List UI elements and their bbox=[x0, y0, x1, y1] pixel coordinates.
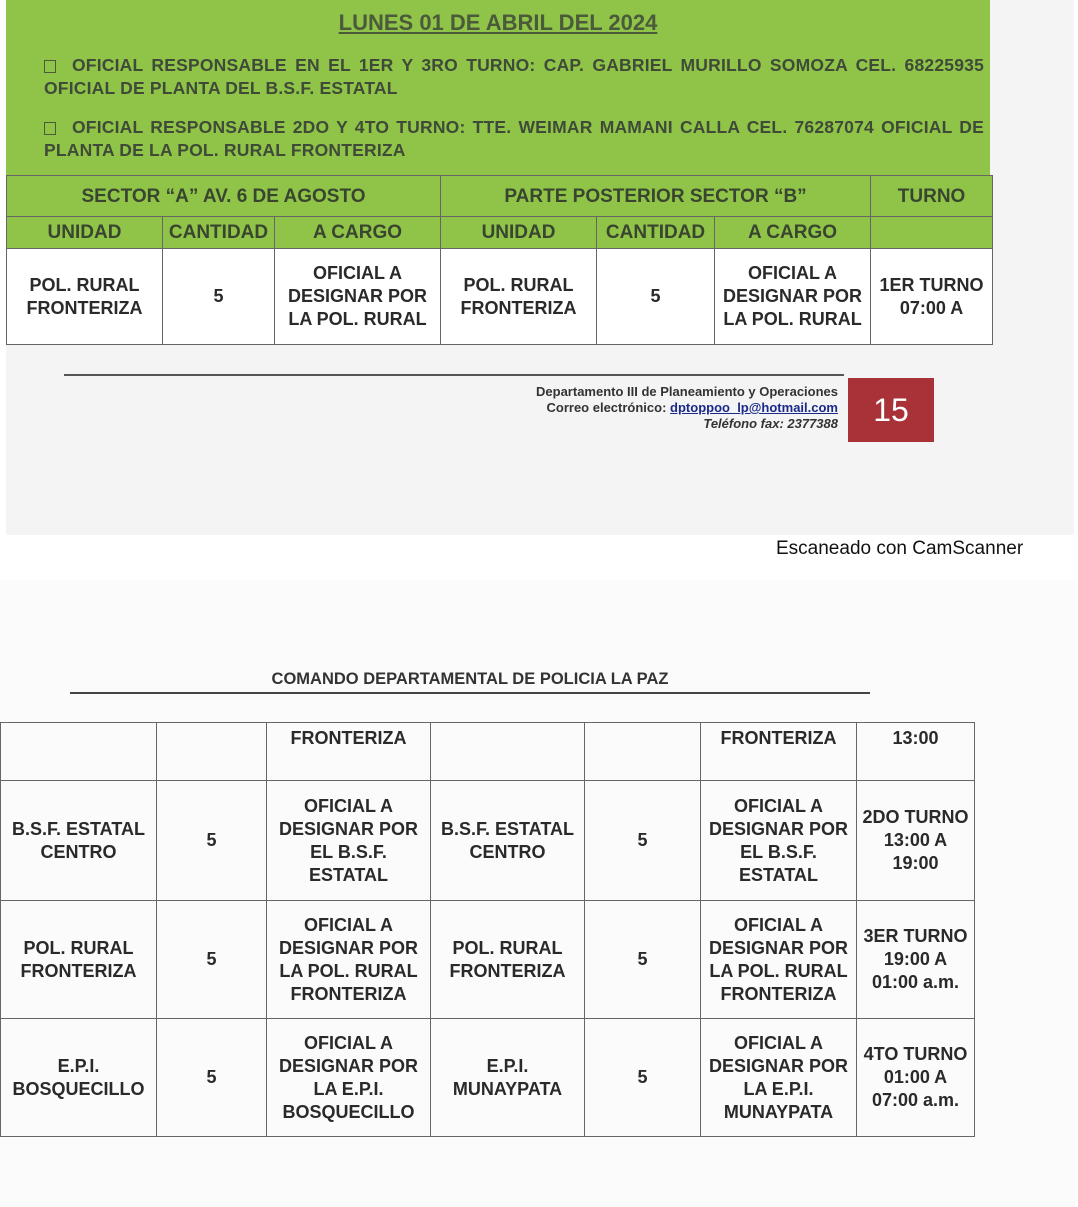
cantidad-cell: 5 bbox=[163, 249, 275, 345]
a-cargo-cell: FRONTERIZA bbox=[701, 723, 857, 781]
cantidad-cell-empty bbox=[157, 723, 267, 781]
table-row bbox=[1, 781, 975, 901]
turno-cell: 4TO TURNO 01:00 A 07:00 a.m. bbox=[857, 1019, 975, 1137]
unidad-cell: E.P.I. BOSQUECILLO bbox=[1, 1019, 157, 1137]
table-row bbox=[7, 249, 993, 345]
scanner-watermark: Escaneado con CamScanner bbox=[776, 538, 1024, 559]
table-row bbox=[1, 901, 975, 1019]
unidad-cell: POL. RURAL FRONTERIZA bbox=[1, 901, 157, 1019]
heading-divider bbox=[70, 692, 870, 694]
email-label: Correo electrónico: bbox=[546, 400, 667, 415]
header-band bbox=[6, 0, 990, 178]
date-heading: LUNES 01 DE ABRIL DEL 2024 bbox=[338, 10, 658, 35]
cantidad-cell: 5 bbox=[157, 1019, 267, 1137]
a-cargo-cell: OFICIAL A DESIGNAR POR EL B.S.F. ESTATAL bbox=[267, 781, 431, 901]
command-heading: COMANDO DEPARTAMENTAL DE POLICIA LA PAZ bbox=[271, 670, 669, 688]
cantidad-cell: 5 bbox=[585, 1019, 701, 1137]
cantidad-header: CANTIDAD bbox=[163, 217, 275, 249]
unidad-header: UNIDAD bbox=[7, 217, 163, 249]
unidad-cell: POL. RURAL FRONTERIZA bbox=[7, 249, 163, 345]
scanned-page-1 bbox=[6, 0, 1074, 535]
a-cargo-cell: OFICIAL A DESIGNAR POR LA E.P.I. BOSQUECILLO bbox=[267, 1019, 431, 1137]
a-cargo-cell: OFICIAL A DESIGNAR POR LA E.P.I. MUNAYPATA bbox=[701, 1019, 857, 1137]
sector-a-header: SECTOR “A” AV. 6 DE AGOSTO bbox=[7, 176, 441, 217]
unidad-header: UNIDAD bbox=[441, 217, 597, 249]
checkbox-bullet-icon bbox=[44, 122, 56, 135]
cantidad-header: CANTIDAD bbox=[597, 217, 715, 249]
unidad-cell: B.S.F. ESTATAL CENTRO bbox=[431, 781, 585, 901]
schedule-table-page-2 bbox=[0, 722, 975, 1137]
a-cargo-cell: FRONTERIZA bbox=[267, 723, 431, 781]
unidad-cell: POL. RURAL FRONTERIZA bbox=[441, 249, 597, 345]
cantidad-cell: 5 bbox=[597, 249, 715, 345]
table-row bbox=[1, 1019, 975, 1137]
turno-header: TURNO bbox=[871, 176, 993, 217]
unidad-cell: B.S.F. ESTATAL CENTRO bbox=[1, 781, 157, 901]
email-link[interactable]: dptoppoo_lp@hotmail.com bbox=[670, 400, 838, 415]
department-footer bbox=[536, 384, 838, 432]
unidad-cell: E.P.I. MUNAYPATA bbox=[431, 1019, 585, 1137]
turno-cell: 13:00 bbox=[857, 723, 975, 781]
sector-b-header: PARTE POSTERIOR SECTOR “B” bbox=[441, 176, 871, 217]
cantidad-cell-empty bbox=[585, 723, 701, 781]
a-cargo-cell: OFICIAL A DESIGNAR POR EL B.S.F. ESTATAL bbox=[701, 781, 857, 901]
continuation-row bbox=[1, 723, 975, 781]
a-cargo-cell: OFICIAL A DESIGNAR POR LA POL. RURAL FRONTERIZA bbox=[701, 901, 857, 1019]
cantidad-cell: 5 bbox=[585, 781, 701, 901]
cantidad-cell: 5 bbox=[585, 901, 701, 1019]
cantidad-cell: 5 bbox=[157, 781, 267, 901]
turno-cell: 2DO TURNO 13:00 A 19:00 bbox=[857, 781, 975, 901]
unidad-cell-empty bbox=[431, 723, 585, 781]
department-fax: Teléfono fax: 2377388 bbox=[703, 416, 838, 431]
a-cargo-cell: OFICIAL A DESIGNAR POR LA POL. RURAL FRONTERIZA bbox=[267, 901, 431, 1019]
responsible-officer-2: OFICIAL RESPONSABLE 2DO Y 4TO TURNO: TTE. WEIMAR MAMANI CALLA CEL. 76287074 OFICIAL DE PLANTA DE LA POL. RURAL FRONTERIZA bbox=[44, 117, 984, 160]
a-cargo-cell: OFICIAL A DESIGNAR POR LA POL. RURAL bbox=[275, 249, 441, 345]
footer-divider bbox=[64, 374, 844, 376]
unidad-cell: POL. RURAL FRONTERIZA bbox=[431, 901, 585, 1019]
a-cargo-cell: OFICIAL A DESIGNAR POR LA POL. RURAL bbox=[715, 249, 871, 345]
a-cargo-header: A CARGO bbox=[715, 217, 871, 249]
column-header-row bbox=[7, 217, 993, 249]
schedule-table-page-1 bbox=[6, 175, 993, 345]
a-cargo-header: A CARGO bbox=[275, 217, 441, 249]
checkbox-bullet-icon bbox=[44, 60, 56, 73]
department-name: Departamento III de Planeamiento y Operaciones bbox=[536, 384, 838, 399]
unidad-cell-empty bbox=[1, 723, 157, 781]
group-header-row bbox=[7, 176, 993, 217]
responsible-officer-1: OFICIAL RESPONSABLE EN EL 1ER Y 3RO TURNO: CAP. GABRIEL MURILLO SOMOZA CEL. 68225935 OFICIAL DE PLANTA DEL B.S.F. ESTATAL bbox=[44, 55, 984, 98]
page-number-badge: 15 bbox=[848, 378, 934, 442]
scanned-page-2 bbox=[0, 580, 1076, 1207]
turno-cell: 1ER TURNO 07:00 A bbox=[871, 249, 993, 345]
turno-header-blank bbox=[871, 217, 993, 249]
cantidad-cell: 5 bbox=[157, 901, 267, 1019]
department-email-line bbox=[536, 400, 838, 416]
turno-cell: 3ER TURNO 19:00 A 01:00 a.m. bbox=[857, 901, 975, 1019]
